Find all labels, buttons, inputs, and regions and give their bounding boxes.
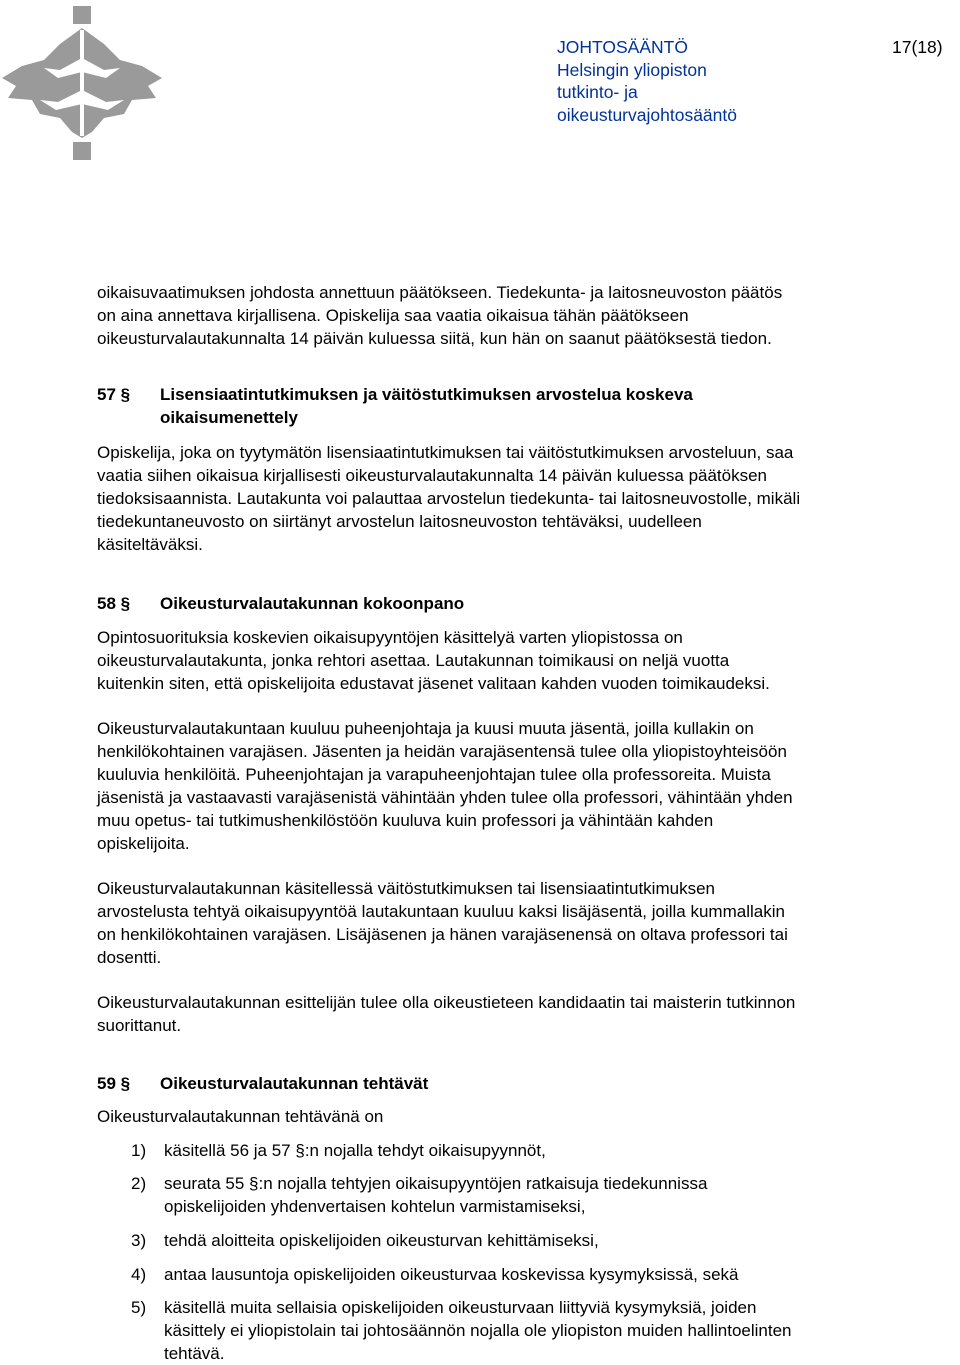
section-57-body	[97, 441, 800, 556]
section-58-paragraph	[97, 626, 770, 695]
paragraph-line: tiedekuntaneuvosto on siirtänyt arvostelun laitosneuvoston tehtäväksi, uudelleen	[97, 512, 702, 531]
list-text	[164, 1296, 792, 1365]
list-line: seurata 55 §:n nojalla tehtyjen oikaisupyyntöjen ratkaisuja tiedekunnissa	[164, 1174, 708, 1193]
paragraph-line: vaatia siihen oikaisua kirjallisesti oikeusturvalautakunnalta 14 päivän kuluessa päätöksen	[97, 466, 768, 485]
paragraph-line: oikaisuvaatimuksen johdosta annettuun päätökseen. Tiedekunta- ja laitosneuvoston päätös	[97, 283, 783, 302]
paragraph-line: Oikeusturvalautakunnan tehtävänä on	[97, 1107, 384, 1126]
header-line: Helsingin yliopiston	[557, 59, 707, 80]
paragraph-line: kuuluvia henkilöitä. Puheenjohtajan ja varapuheenjohtajan tulee olla professoreita. Muista	[97, 765, 771, 784]
list-line: antaa lausuntoja opiskelijoiden oikeusturvaa koskevissa kysymyksissä, sekä	[164, 1265, 739, 1284]
section-title	[160, 383, 693, 429]
paragraph-line: dosentti.	[97, 948, 162, 967]
paragraph-line: Opiskelija, joka on tyytymätön lisensiaatintutkimuksen tai väitöstutkimuksen arvosteluun, saa	[97, 443, 794, 462]
header-line: oikeusturvajohtosääntö	[557, 104, 737, 125]
list-marker: 5)	[131, 1298, 147, 1317]
section-58-paragraph	[97, 717, 793, 855]
section-59-intro	[97, 1105, 383, 1128]
list-line: tehtävä.	[164, 1344, 225, 1363]
paragraph-line: muu opetus- tai tutkimushenkilöstöön kuuluva kuin professori ja vähintään kahden	[97, 811, 714, 830]
list-text	[164, 1229, 599, 1252]
section-58-paragraph	[97, 877, 788, 969]
paragraph-line: Opintosuorituksia koskevien oikaisupyyntöjen käsittelyä varten yliopistossa on	[97, 628, 683, 647]
list-text	[164, 1139, 546, 1162]
list-line: käsitellä 56 ja 57 §:n nojalla tehdyt oikaisupyynnöt,	[164, 1141, 546, 1160]
page-number: 17(18)	[892, 37, 943, 57]
section-number: 58 §	[97, 594, 131, 613]
paragraph-line: suorittanut.	[97, 1016, 182, 1035]
paragraph-line: arvostelusta tehtyä oikaisupyyntöä lautakuntaan kuuluu kaksi lisäjäsentä, joilla kummallakin	[97, 902, 785, 921]
list-marker: 3)	[131, 1231, 147, 1250]
paragraph-line: Oikeusturvalautakuntaan kuuluu puheenjohtaja ja kuusi muuta jäsentä, joilla kullakin on	[97, 719, 754, 738]
paragraph-line: oikeusturvalautakunnalta 14 päivän kuluessa siitä, kun hän on saanut päätöksestä tiedon.	[97, 329, 772, 348]
paragraph-line: oikeusturvalautakunta, jonka rehtori asettaa. Lautakunnan toimikausi on neljä vuotta	[97, 651, 730, 670]
document-header	[557, 36, 737, 126]
paragraph-line: käsiteltäväksi.	[97, 535, 203, 554]
paragraph-line: henkilökohtainen varajäsen. Jäsenten ja heidän varajäsentensä tulee olla yliopistoyhteisöön	[97, 742, 787, 761]
list-line: tehdä aloitteita opiskelijoiden oikeusturvan kehittämiseksi,	[164, 1231, 599, 1250]
list-marker: 4)	[131, 1265, 147, 1284]
paragraph-line: Oikeusturvalautakunnan esittelijän tulee olla oikeustieteen kandidaatin tai maisterin tutkinnon	[97, 993, 796, 1012]
section-title: Oikeusturvalautakunnan tehtävät	[160, 1074, 429, 1093]
section-title-line: Lisensiaatintutkimuksen ja väitöstutkimuksen arvostelua koskeva	[160, 385, 693, 404]
section-title: Oikeusturvalautakunnan kokoonpano	[160, 594, 465, 613]
paragraph-line: on henkilökohtainen varajäsen. Lisäjäsenen ja hänen varajäsenensä on oltava professori tai	[97, 925, 788, 944]
paragraph-line: on aina annettava kirjallisena. Opiskelija saa vaatia oikaisua tähän päätökseen	[97, 306, 689, 325]
section-58-paragraph	[97, 991, 795, 1037]
section-number: 57 §	[97, 385, 131, 404]
header-line: tutkinto- ja	[557, 82, 638, 102]
list-line: käsitellä muita sellaisia opiskelijoiden oikeusturvaan liittyviä kysymyksiä, joiden	[164, 1298, 757, 1317]
paragraph-line: jäsenistä ja vastaavasti varajäsenistä vähintään yhden tulee olla professori, vähintään yhden	[97, 788, 793, 807]
intro-paragraph	[97, 281, 782, 350]
university-emblem-icon	[0, 0, 170, 165]
paragraph-line: opiskelijoita.	[97, 834, 190, 853]
list-line: käsittely ei yliopistolain tai johtosäännön nojalla ole yliopiston muiden hallintoelinten	[164, 1321, 792, 1340]
header-title: JOHTOSÄÄNTÖ	[557, 37, 688, 57]
list-line: opiskelijoiden yhdenvertaisen kohtelun varmistamiseksi,	[164, 1197, 586, 1216]
paragraph-line: Oikeusturvalautakunnan käsitellessä väitöstutkimuksen tai lisensiaatintutkimuksen	[97, 879, 715, 898]
section-number: 59 §	[97, 1074, 131, 1093]
list-marker: 1)	[131, 1141, 147, 1160]
list-text	[164, 1263, 739, 1286]
list-text	[164, 1172, 707, 1218]
paragraph-line: kuitenkin siten, että opiskelijoita edustavat jäsenet valitaan kahden vuoden toimikaudeksi.	[97, 674, 770, 693]
section-title-line: oikaisumenettely	[160, 408, 298, 427]
list-marker: 2)	[131, 1174, 147, 1193]
paragraph-line: tiedoksisaannista. Lautakunta voi palauttaa arvostelun tiedekunta- tai laitosneuvostolle, mikäli	[97, 489, 801, 508]
